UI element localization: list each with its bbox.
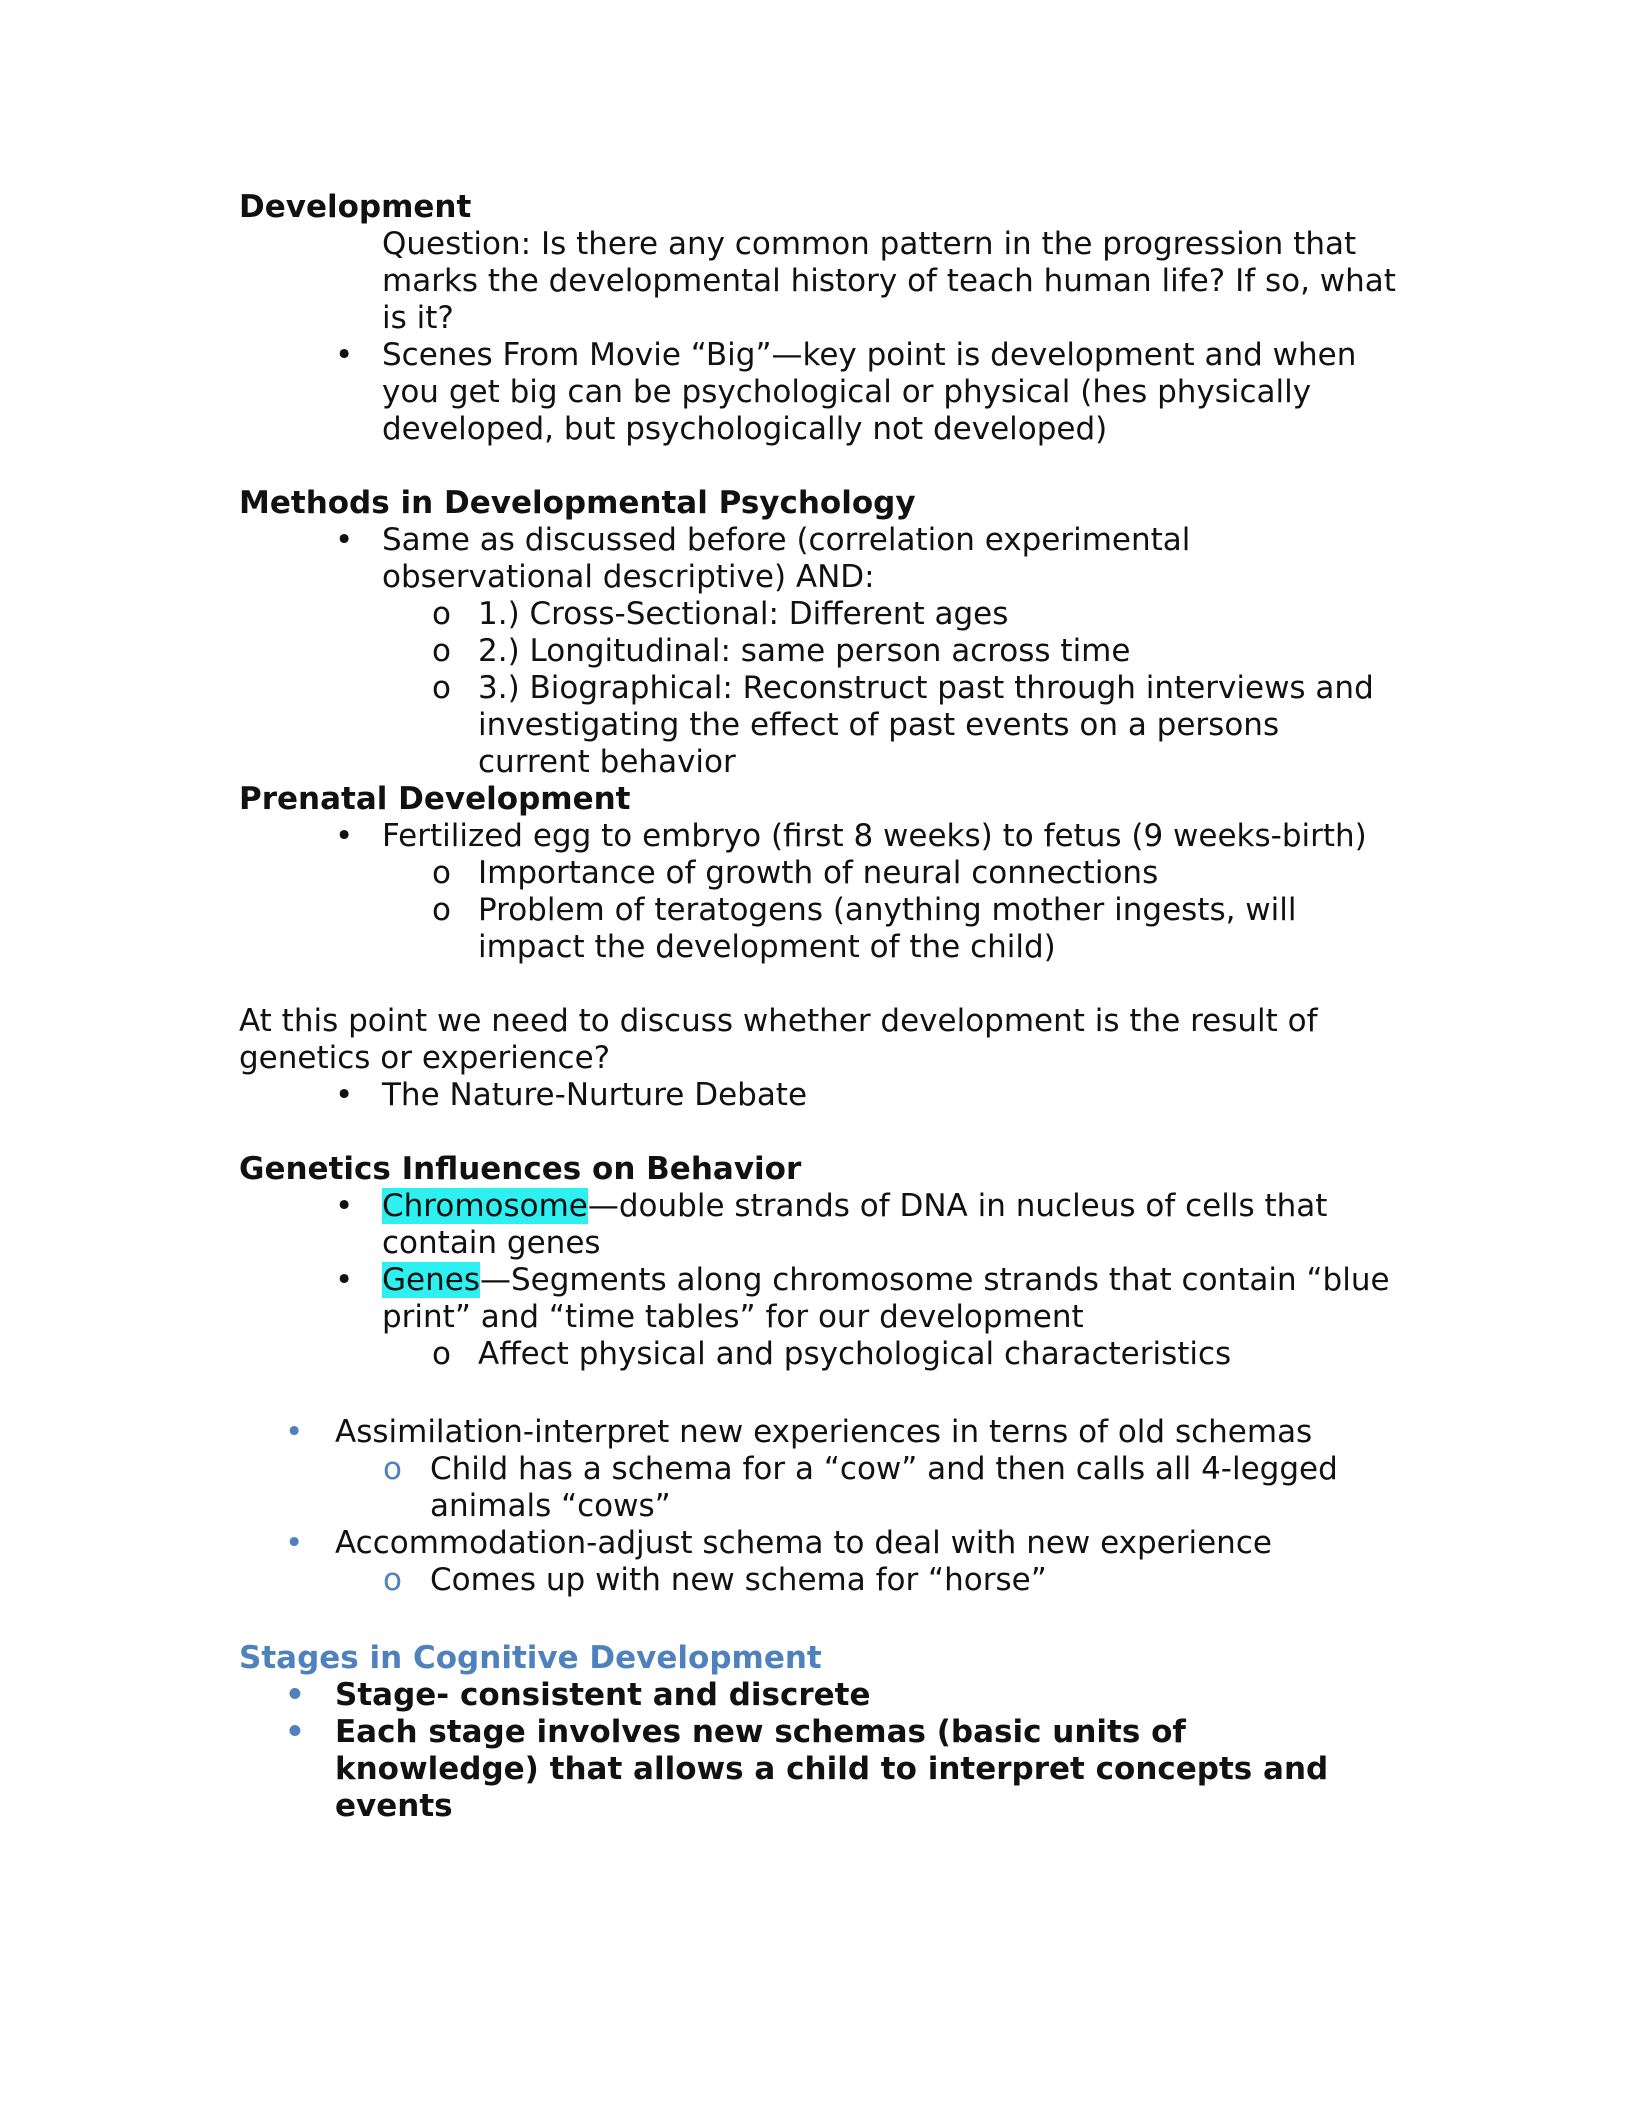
genetics-bullet-genes	[239, 1262, 1399, 1336]
bullet-marker: •	[335, 818, 354, 854]
stages-bullet-consistent	[239, 1677, 1399, 1714]
development-bullet-big	[239, 337, 1399, 448]
stages-bullet-text: Stage- consistent and discrete	[335, 1677, 871, 1713]
schema-bullet-text: Accommodation-adjust schema to deal with new experience	[335, 1525, 1272, 1561]
schema-sub-cow	[239, 1451, 1399, 1525]
heading-stages: Stages in Cognitive Development	[239, 1640, 822, 1676]
sub-bullet-marker: o	[432, 1336, 451, 1372]
genetics-sub-affect	[239, 1336, 1399, 1373]
prenatal-bullet	[239, 818, 1399, 855]
prenatal-sub-text: Problem of teratogens (anything mother ingests, will impact the development of the child)	[478, 892, 1297, 965]
sub-bullet-marker: o	[432, 855, 451, 891]
bullet-marker: •	[335, 1077, 354, 1113]
bullet-marker: •	[335, 522, 354, 558]
bullet-marker: •	[285, 1414, 304, 1450]
bullet-marker: •	[285, 1525, 304, 1561]
stages-bullet-schemas	[239, 1714, 1399, 1825]
schema-bullet-assimilation	[239, 1414, 1399, 1451]
sub-bullet-marker: o	[432, 633, 451, 669]
methods-sub-text: 3.) Biographical: Reconstruct past through interviews and investigating the effect of past events on a persons current behavior	[478, 670, 1374, 780]
schema-sub-text: Comes up with new schema for “horse”	[430, 1562, 1047, 1598]
development-question: Question: Is there any common pattern in the progression that marks the developmental history of teach human life? If so, what is it?	[382, 226, 1396, 336]
sub-bullet-marker: o	[432, 670, 451, 706]
bullet-marker: •	[335, 1262, 354, 1298]
nature-bullet	[239, 1077, 1399, 1114]
bullet-marker: •	[335, 337, 354, 373]
prenatal-sub-teratogens	[239, 892, 1399, 966]
genetics-bullet-chromosome	[239, 1188, 1399, 1262]
sub-bullet-marker: o	[383, 1451, 402, 1487]
schema-bullet-accommodation	[239, 1525, 1399, 1562]
document-body	[239, 189, 1399, 1825]
heading-prenatal: Prenatal Development	[239, 781, 631, 817]
sub-bullet-marker: o	[383, 1562, 402, 1598]
nature-bullet-text: The Nature-Nurture Debate	[382, 1077, 808, 1113]
prenatal-bullet-text: Fertilized egg to embryo (first 8 weeks) to fetus (9 weeks-birth)	[382, 818, 1367, 854]
methods-bullet	[239, 522, 1399, 596]
prenatal-sub-neural	[239, 855, 1399, 892]
heading-development: Development	[239, 189, 472, 225]
methods-sub-text: 2.) Longitudinal: same person across time	[478, 633, 1131, 669]
bullet-marker: •	[285, 1714, 305, 1750]
methods-sub-biographical	[239, 670, 1399, 781]
schema-bullet-text: Assimilation-interpret new experiences in terns of old schemas	[335, 1414, 1313, 1450]
prenatal-sub-text: Importance of growth of neural connections	[478, 855, 1159, 891]
bullet-marker: •	[285, 1677, 305, 1713]
highlighted-term-chromosome: Chromosome	[382, 1188, 588, 1224]
heading-methods: Methods in Developmental Psychology	[239, 485, 916, 521]
stages-bullet-text: Each stage involves new schemas (basic units of knowledge) that allows a child to interpret concepts and events	[335, 1714, 1329, 1824]
genetics-sub-text: Affect physical and psychological characteristics	[478, 1336, 1232, 1372]
highlighted-term-genes: Genes	[382, 1262, 480, 1298]
development-bullet-text: Scenes From Movie “Big”—key point is development and when you get big can be psychological or physical (hes physically developed, but psychologically not developed)	[382, 337, 1357, 447]
methods-bullet-text: Same as discussed before (correlation experimental observational descriptive) AND:	[382, 522, 1191, 595]
schema-sub-text: Child has a schema for a “cow” and then calls all 4-legged animals “cows”	[430, 1451, 1338, 1524]
genetics-def-genes: —Segments along chromosome strands that contain “blue print” and “time tables” for our development	[382, 1262, 1390, 1335]
sub-bullet-marker: o	[432, 596, 451, 632]
methods-sub-cross-sectional	[239, 596, 1399, 633]
schema-sub-horse	[239, 1562, 1399, 1599]
sub-bullet-marker: o	[432, 892, 451, 928]
methods-sub-text: 1.) Cross-Sectional: Different ages	[478, 596, 1009, 632]
nature-paragraph: At this point we need to discuss whether development is the result of genetics or experience?	[239, 1003, 1318, 1076]
methods-sub-longitudinal	[239, 633, 1399, 670]
heading-genetics: Genetics Influences on Behavior	[239, 1151, 802, 1187]
genetics-def-chromosome: —double strands of DNA in nucleus of cells that contain genes	[382, 1188, 1328, 1261]
bullet-marker: •	[335, 1188, 354, 1224]
